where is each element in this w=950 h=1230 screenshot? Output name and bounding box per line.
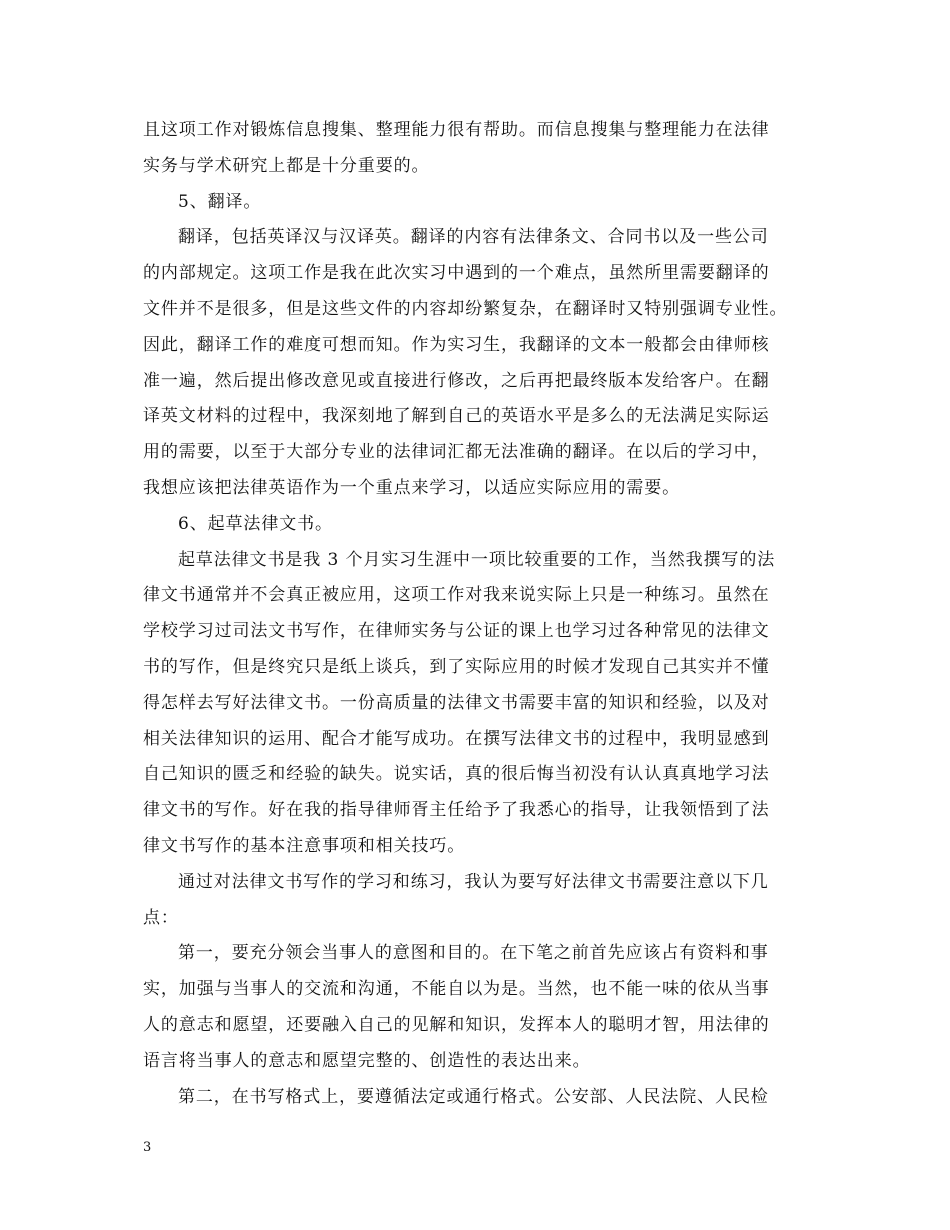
text-line: 准一遍，然后提出修改意见或直接进行修改，之后再把最终版本发给客户。在翻	[143, 370, 770, 391]
body-text	[143, 113, 808, 1115]
text-line: 实，加强与当事人的交流和沟通，不能自以为是。当然，也不能一味的依从当事	[143, 979, 770, 1000]
text-line: 自己知识的匮乏和经验的缺失。说实话，真的很后悔当初没有认认真真地学习法	[143, 764, 770, 785]
text-line: 得怎样去写好法律文书。一份高质量的法律文书需要丰富的知识和经验，以及对	[143, 692, 770, 713]
text-line: 我想应该把法律英语作为一个重点来学习，以适应实际应用的需要。	[143, 477, 680, 498]
text-line: 译英文材料的过程中，我深刻地了解到自己的英语水平是多么的无法满足实际运	[143, 406, 770, 427]
text-line: 学校学习过司法文书写作，在律师实务与公证的课上也学习过各种常见的法律文	[143, 621, 770, 642]
text-line: 律文书通常并不会真正被应用，这项工作对我来说实际上只是一种练习。虽然在	[143, 585, 770, 606]
page-number: 3	[143, 1140, 152, 1155]
text-line: 起草法律文书是我 3 个月实习生涯中一项比较重要的工作，当然我撰写的法	[178, 549, 776, 570]
text-line: 第一，要充分领会当事人的意图和目的。在下笔之前首先应该占有资料和事	[178, 943, 769, 964]
text-line: 5、翻译。	[178, 191, 262, 212]
text-line: 的内部规定。这项工作是我在此次实习中遇到的一个难点，虽然所里需要翻译的	[143, 263, 770, 284]
text-line: 律文书写作的基本注意事项和相关技巧。	[143, 835, 466, 856]
text-line: 相关法律知识的运用、配合才能写成功。在撰写法律文书的过程中，我明显感到	[143, 728, 770, 749]
text-line: 翻译，包括英译汉与汉译英。翻译的内容有法律条文、合同书以及一些公司	[178, 227, 769, 248]
text-line: 且这项工作对锻炼信息搜集、整理能力很有帮助。而信息搜集与整理能力在法律	[143, 120, 770, 140]
text-line: 6、起草法律文书。	[178, 513, 333, 534]
text-line: 书的写作，但是终究只是纸上谈兵，到了实际应用的时候才发现自己其实并不懂	[143, 656, 770, 677]
text-line: 人的意志和愿望，还要融入自己的见解和知识，发挥本人的聪明才智，用法律的	[143, 1014, 770, 1035]
text-line: 语言将当事人的意志和愿望完整的、创造性的表达出来。	[143, 1050, 591, 1071]
text-line: 点：	[143, 907, 179, 928]
text-line: 通过对法律文书写作的学习和练习，我认为要写好法律文书需要注意以下几	[178, 871, 769, 892]
text-line: 用的需要，以至于大部分专业的法律词汇都无法准确的翻译。在以后的学习中，	[143, 442, 770, 463]
text-line: 第二，在书写格式上，要遵循法定或通行格式。公安部、人民法院、人民检	[178, 1086, 769, 1107]
text-line: 律文书的写作。好在我的指导律师胥主任给予了我悉心的指导，让我领悟到了法	[143, 800, 770, 821]
text-line: 因此，翻译工作的难度可想而知。作为实习生，我翻译的文本一般都会由律师核	[143, 334, 770, 355]
text-line: 文件并不是很多，但是这些文件的内容却纷繁复杂，在翻译时又特别强调专业性。	[143, 298, 788, 319]
text-line: 实务与学术研究上都是十分重要的。	[143, 155, 430, 176]
